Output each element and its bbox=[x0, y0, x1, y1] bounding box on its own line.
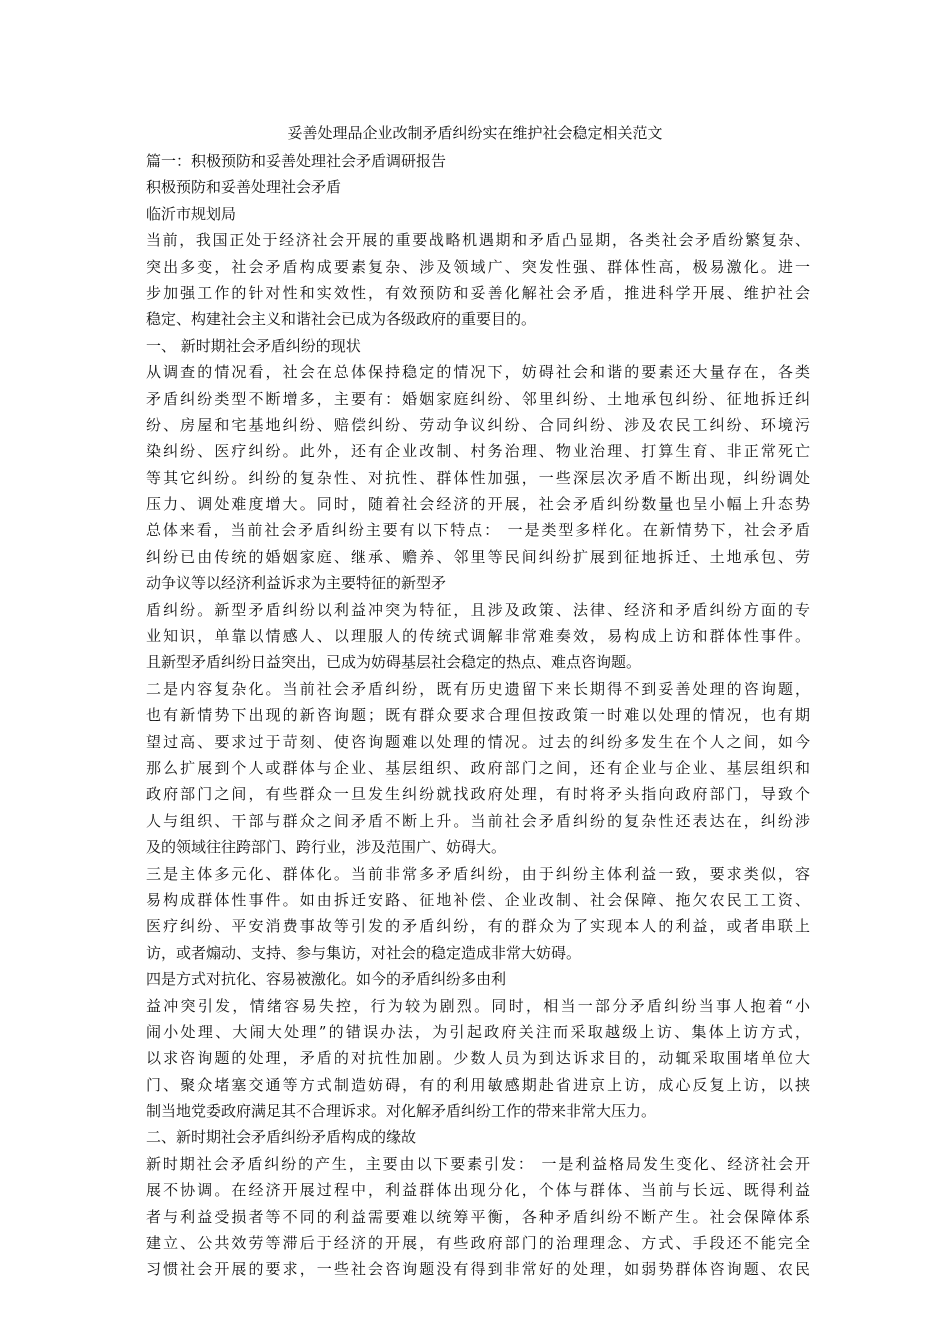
text-line: 闹小处理、大闹大处理”的错误办法，为引起政府关注而采取越级上访、集体上访方式， bbox=[146, 1022, 810, 1041]
text-line: 新时期社会矛盾纠纷的产生，主要由以下要素引发： 一是利益格局发生变化、经济社会开 bbox=[146, 1154, 810, 1173]
text-line: 益冲突引发，情绪容易失控，行为较为剧烈。同时，相当一部分矛盾纠纷当事人抱着“小 bbox=[146, 996, 810, 1015]
text-line: 望过高、要求过于苛刻、使咨询题难以处理的情况。过去的纠纷多发生在个人之间，如今 bbox=[146, 732, 810, 751]
document-body bbox=[146, 148, 810, 1283]
text-line: 也有新情势下出现的新咨询题；既有群众要求合理但按政策一时难以处理的情况，也有期 bbox=[146, 706, 810, 725]
text-line: 访，或者煽动、支持、参与集访，对社会的稳定造成非常大妨碍。 bbox=[146, 943, 582, 962]
text-line: 易构成群体性事件。如由拆迁安路、征地补偿、企业改制、社会保障、拖欠农民工工资、 bbox=[146, 890, 810, 909]
text-line: 二、新时期社会矛盾纠纷矛盾构成的缘故 bbox=[146, 1128, 417, 1147]
text-line: 医疗纠纷、平安消费事故等引发的矛盾纠纷，有的群众为了实现本人的利益，或者串联上 bbox=[146, 917, 810, 936]
text-line: 从调查的情况看，社会在总体保持稳定的情况下，妨碍社会和谐的要素还大量存在，各类 bbox=[146, 363, 810, 382]
text-line: 业知识，单靠以情感人、以理服人的传统式调解非常难奏效，易构成上访和群体性事件。 bbox=[146, 627, 810, 646]
text-line: 者与利益受损者等不同的利益需要难以统筹平衡，各种矛盾纠纷不断产生。社会保障体系 bbox=[146, 1207, 810, 1226]
text-line: 篇一：积极预防和妥善处理社会矛盾调研报告 bbox=[146, 152, 447, 170]
text-line: 当前，我国正处于经济社会开展的重要战略机遇期和矛盾凸显期，各类社会矛盾纷繁复杂、 bbox=[146, 231, 810, 250]
text-line: 矛盾纠纷类型不断增多，主要有：婚姻家庭纠纷、邻里纠纷、土地承包纠纷、征地拆迁纠 bbox=[146, 389, 810, 408]
text-line: 纷、房屋和宅基地纠纷、赔偿纠纷、劳动争议纠纷、合同纠纷、涉及农民工纠纷、环境污 bbox=[146, 415, 810, 434]
text-line: 展不协调。在经济开展过程中，利益群体出现分化，个体与群体、当前与长远、既得利益 bbox=[146, 1181, 810, 1200]
text-line: 四是方式对抗化、容易被激化。如今的矛盾纠纷多由利 bbox=[146, 970, 507, 989]
text-line: 人与组织、干部与群众之间矛盾不断上升。当前社会矛盾纠纷的复杂性还表达在，纠纷涉 bbox=[146, 811, 810, 830]
text-line: 积极预防和妥善处理社会矛盾 bbox=[146, 178, 342, 197]
text-line: 总体来看，当前社会矛盾纠纷主要有以下特点： 一是类型多样化。在新情势下，社会矛盾 bbox=[146, 521, 810, 540]
text-line: 纠纷已由传统的婚姻家庭、继承、赡养、邻里等民间纠纷扩展到征地拆迁、土地承包、劳 bbox=[146, 547, 810, 566]
text-line: 三是主体多元化、群体化。当前非常多矛盾纠纷，由于纠纷主体利益一致，要求类似，容 bbox=[146, 864, 810, 883]
text-line: 一、 新时期社会矛盾纠纷的现状 bbox=[146, 336, 361, 355]
text-line: 染纠纷、医疗纠纷。此外，还有企业改制、村务治理、物业治理、打算生育、非正常死亡 bbox=[146, 442, 810, 461]
text-line: 制当地党委政府满足其不合理诉求。对化解矛盾纠纷工作的带来非常大压力。 bbox=[146, 1102, 657, 1121]
text-line: 盾纠纷。新型矛盾纠纷以利益冲突为特征，且涉及政策、法律、经济和矛盾纠纷方面的专 bbox=[146, 600, 810, 619]
text-line: 稳定、构建社会主义和谐社会已成为各级政府的重要目的。 bbox=[146, 310, 537, 329]
text-line: 突出多变，社会矛盾构成要素复杂、涉及领域广、突发性强、群体性高，极易激化。进一 bbox=[146, 257, 810, 276]
text-line: 习惯社会开展的要求，一些社会咨询题没有得到非常好的处理，如弱势群体咨询题、农民 bbox=[146, 1260, 810, 1279]
text-line: 压力、调处难度增大。同时，随着社会经济的开展，社会矛盾纠纷数量也呈小幅上升态势 bbox=[146, 495, 810, 514]
text-line: 门、聚众堵塞交通等方式制造妨碍，有的利用敏感期赴省进京上访，成心反复上访，以挟 bbox=[146, 1075, 810, 1094]
text-line: 步加强工作的针对性和实效性，有效预防和妥善化解社会矛盾，推进科学开展、维护社会 bbox=[146, 283, 810, 302]
document-title: 妥善处理品企业改制矛盾纠纷实在维护社会稳定相关范文 bbox=[287, 124, 663, 142]
text-line: 政府部门之间，有些群众一旦发生纠纷就找政府处理，有时将矛头指向政府部门，导致个 bbox=[146, 785, 810, 804]
text-line: 建立、公共效劳等滞后于经济的开展，有些政府部门的治理理念、方式、手段还不能完全 bbox=[146, 1234, 810, 1253]
text-line: 及的领域往往跨部门、跨行业，涉及范围广、妨碍大。 bbox=[146, 838, 507, 857]
text-line: 那么扩展到个人或群体与企业、基层组织、政府部门之间，还有企业与企业、基层组织和 bbox=[146, 758, 810, 777]
text-line: 等其它纠纷。纠纷的复杂性、对抗性、群体性加强，一些深层次矛盾不断出现，纠纷调处 bbox=[146, 468, 810, 487]
text-line: 且新型矛盾纠纷日益突出，已成为妨碍基层社会稳定的热点、难点咨询题。 bbox=[146, 653, 642, 672]
text-line: 临沂市规划局 bbox=[146, 204, 237, 223]
text-line: 二是内容复杂化。当前社会矛盾纠纷，既有历史遗留下来长期得不到妥善处理的咨询题， bbox=[146, 679, 810, 698]
text-line: 动争议等以经济利益诉求为主要特征的新型矛 bbox=[146, 574, 447, 593]
text-line: 以求咨询题的处理，矛盾的对抗性加剧。少数人员为到达诉求目的，动辄采取围堵单位大 bbox=[146, 1049, 810, 1068]
